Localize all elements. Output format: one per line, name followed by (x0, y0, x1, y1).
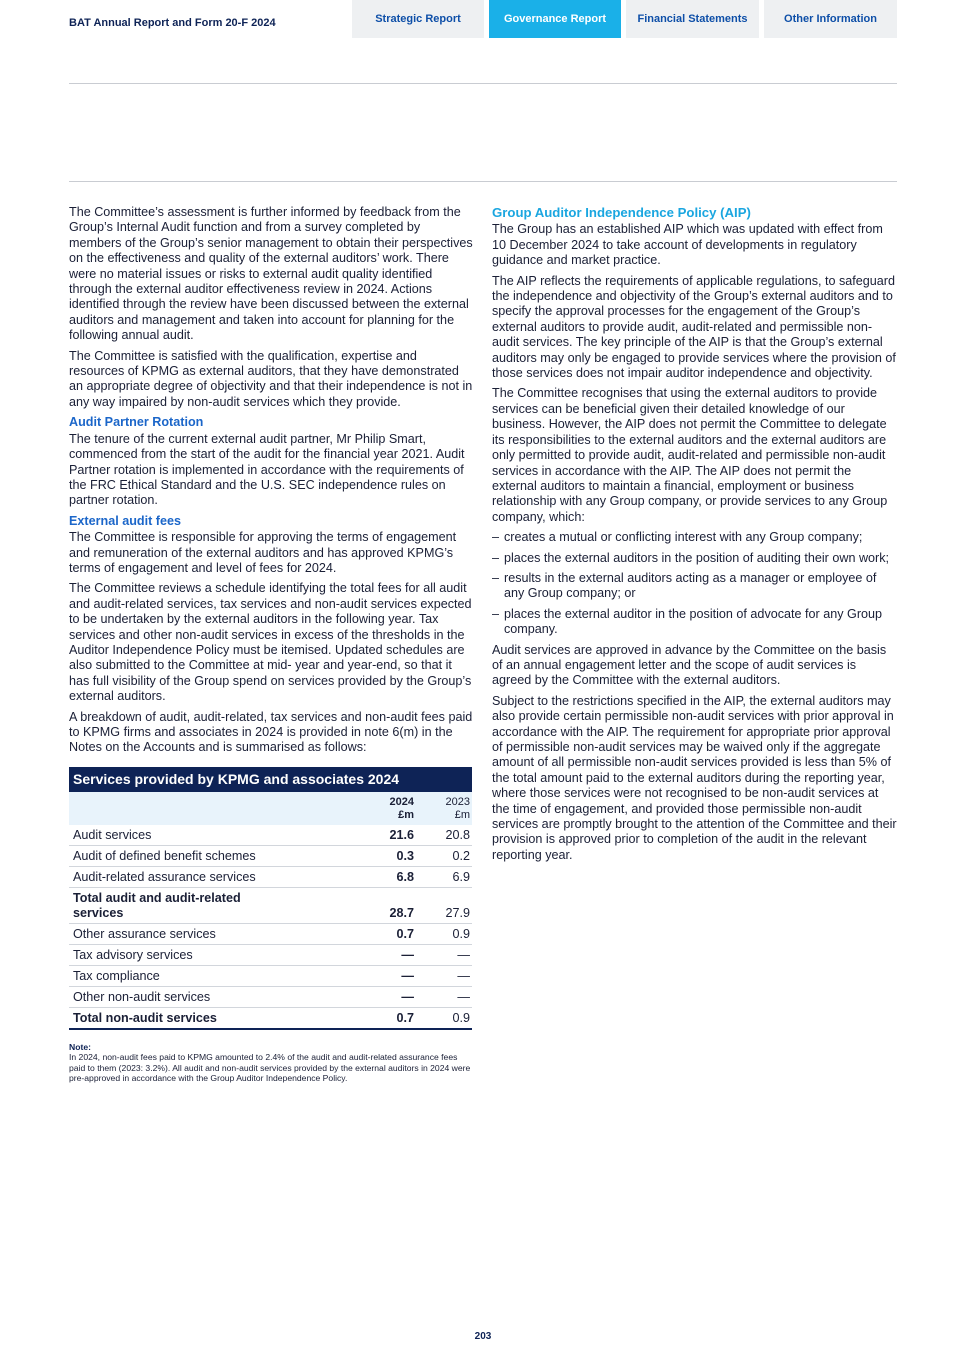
list-item: – creates a mutual or conflicting interest with any Group company; (492, 530, 898, 545)
list-item: – places the external auditors in the position of auditing their own work; (492, 551, 898, 566)
audit-partner-rotation-paragraph: The tenure of the current external audit partner, Mr Philip Smart, commenced from the start of the audit for the financial year 2021. Audit Partner rotation is implemented in accordance with the requirements of the FRC Ethical Standard and the U.S. SEC independence rules on partner rotation. (69, 431, 465, 508)
table-row: Tax advisory services — — (69, 944, 472, 965)
table-row: Tax compliance — — (69, 965, 472, 986)
tab-strategic-report[interactable]: Strategic Report (352, 0, 484, 38)
aip-requirements-paragraph: The AIP reflects the requirements of applicable regulations, to safeguard the independence and objectivity of the Group’s external auditors and to specify the approval processes for the engagement of the Group’s external auditors to provide audit, audit-related and permissible non-audit services. The key principle of the AIP is that the Group’s external auditors may only be engaged to provide services where the provision of those services does not impair auditor independence and objectivity. (492, 273, 896, 381)
audit-partner-rotation-heading: Audit Partner Rotation (69, 415, 204, 430)
note-text: In 2024, non-audit fees paid to KPMG amounted to 2.4% of the audit and audit-related assurance fees paid to them (2023: 3.2%). All audit and non-audit services provided by the external auditors in 2024 were pre-approved in accordance with the Group Auditor Independence Policy. (69, 1052, 471, 1084)
aip-heading: Group Auditor Independence Policy (AIP) (492, 205, 751, 220)
table-title: Services provided by KPMG and associates 2024 (69, 767, 472, 792)
table-note (69, 1042, 472, 1084)
non-audit-services-paragraph: Subject to the restrictions specified in the AIP, the external auditors may also provide certain permissible non-audit services with prior approval in accordance with the AIP. The requirement for appropriate prior approval of permissible non-audit services may be waived only if the aggregate amount of all permissible non-audit services provided is less than 5% of the total amount paid to the external auditors during the reporting year, where those services were not recognised to be non-audit services at the time of engagement, and provided those permissible non-audit services are promptly brought to the attention of the Committee and their provision is approved prior to completion of the audit in the relevant reporting year. (492, 693, 897, 862)
fees-breakdown-paragraph: A breakdown of audit, audit-related, tax services and non-audit fees paid to KPMG firms and associates in 2024 is provided in note 6(m) in the Notes on the Accounts and is summarised as follows: (69, 709, 473, 755)
fees-schedule-paragraph: The Committee reviews a schedule identifying the total fees for all audit and audit-related services, tax services and non-audit services expected to be undertaken by the external auditors in the following year. Tax services and other non-audit services in excess of the thresholds in the Auditor Independence Policy must be itemised. Updated schedules are also submitted to the Committee at mid- year and year-end, so that it has full visibility of the Group spend on services provided by the Group’s external auditors. (69, 581, 472, 704)
audit-services-approval-paragraph: Audit services are approved in advance by the Committee on the basis of an annual engagement letter and the scope of audit services is agreed by the Committee with the external auditors. (492, 642, 887, 688)
list-item: – places the external auditor in the position of advocate for any Group company. (492, 607, 898, 638)
table-row-total-non-audit: Total non-audit services 0.7 0.9 (69, 1007, 472, 1029)
table-row-total-audit: Total audit and audit-related services 28.7 27.9 (69, 887, 472, 923)
table-row: Audit-related assurance services 6.8 6.9 (69, 866, 472, 887)
right-column (492, 205, 898, 868)
table-header-row (69, 792, 472, 825)
tab-financial-statements[interactable]: Financial Statements (626, 0, 759, 38)
aip-restrictions-list (492, 530, 898, 637)
page-header (0, 0, 966, 38)
table-row: Audit of defined benefit schemes 0.3 0.2 (69, 845, 472, 866)
page-number: 203 (474, 1331, 492, 1342)
table-row: Other non-audit services — — (69, 986, 472, 1007)
external-audit-fees-heading: External audit fees (69, 513, 181, 528)
tab-other-information[interactable]: Other Information (764, 0, 897, 38)
kpmg-services-table (69, 767, 472, 1084)
content-divider (69, 181, 897, 182)
fees-approval-paragraph: The Committee is responsible for approving the terms of engagement and remuneration of the external auditors and has approved KPMG’s terms of engagement and level of fees for 2024. (69, 530, 457, 575)
column-2023-header: 2023 £m (445, 795, 470, 821)
table-row: Other assurance services 0.7 0.9 (69, 923, 472, 944)
committee-assessment-paragraph: The Committee’s assessment is further informed by feedback from the Group’s Internal Audit function and from a survey completed by members of the Group’s senior management to obtain their perspectives on the effectiveness and quality of the external auditors’ work. There were no material issues or risks to external audit quality identified through the external auditor effectiveness review in 2024. Actions identified through the review have been discussed between the external auditors and management and taken into account for planning for the following annual audit. (69, 205, 473, 343)
column-2024-header: 2024 £m (389, 795, 414, 821)
tab-governance-report[interactable]: Governance Report (489, 0, 621, 38)
header-divider (69, 83, 897, 84)
committee-satisfaction-paragraph: The Committee is satisfied with the qualification, expertise and resources of KPMG as external auditors, that they have demonstrated an appropriate degree of objectivity and that their independence is not in any way impaired by non-audit services which they provide. (69, 348, 473, 409)
aip-established-paragraph: The Group has an established AIP which was updated with effect from 10 December 2024 to take account of developments in regulatory guidance and market practice. (492, 222, 883, 268)
report-title: BAT Annual Report and Form 20-F 2024 (69, 17, 276, 29)
table-row: Audit services 21.6 20.8 (69, 825, 472, 846)
list-item: – results in the external auditors acting as a manager or employee of any Group company; or (492, 571, 898, 602)
note-label: Note: (69, 1041, 91, 1052)
left-column (69, 205, 474, 1083)
aip-recognition-paragraph: The Committee recognises that using the external auditors to provide services can be beneficial given their detailed knowledge of our business. However, the AIP does not permit the Committee to delegate its responsibilities to the external auditors and the external auditors are only permitted to provide audit, audit-related and permissible non-audit services in accordance with the AIP. The AIP does not permit the external auditors to maintain a financial, employment or business relationship with any Group company, or provide services to any Group company, which: (492, 386, 888, 524)
